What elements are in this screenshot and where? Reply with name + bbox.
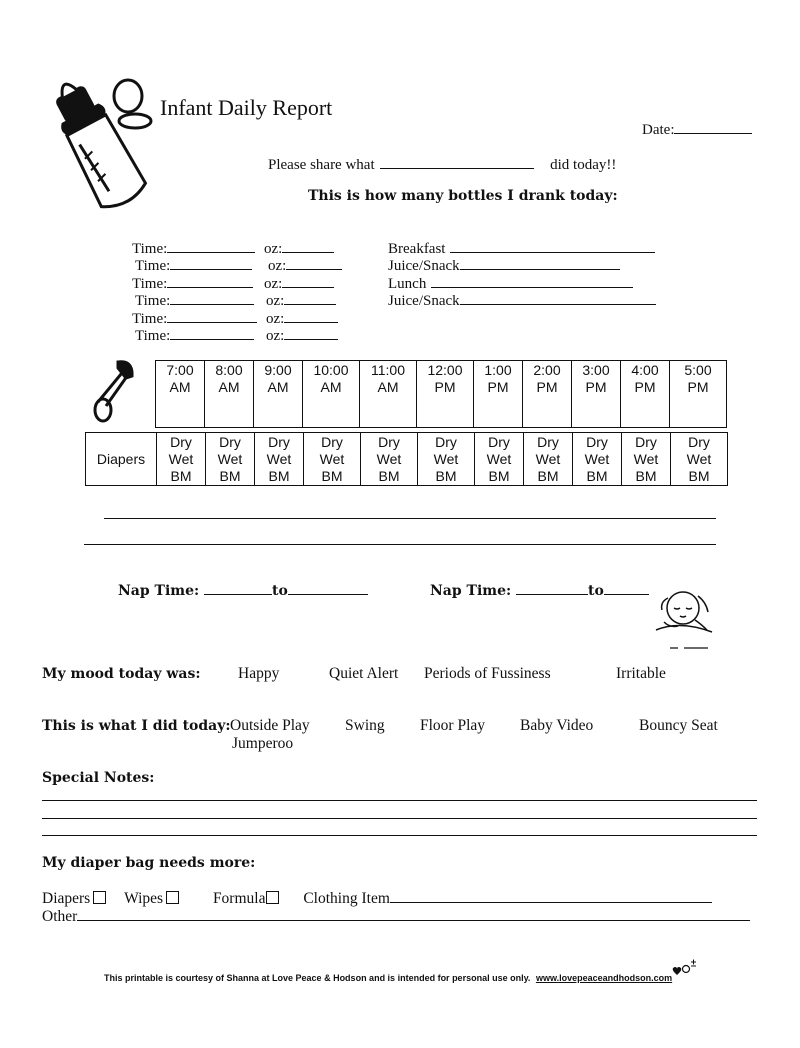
other-field[interactable] — [77, 906, 750, 921]
meal-list — [388, 240, 656, 310]
diaper-option[interactable]: Dry — [488, 433, 510, 450]
activity-option[interactable]: Outside Play — [230, 717, 310, 734]
nap-time-2 — [430, 580, 649, 599]
special-notes-line[interactable] — [42, 835, 757, 836]
meal-field[interactable] — [450, 240, 655, 253]
meal-field[interactable] — [460, 292, 656, 305]
special-notes-line[interactable] — [42, 800, 757, 801]
time-slot-period: PM — [536, 379, 558, 395]
activity-option[interactable]: Floor Play — [420, 717, 486, 734]
time-label: Time: — [135, 327, 171, 344]
time-label: Time: — [132, 241, 168, 257]
time-slot-cell — [360, 361, 417, 428]
diaper-option[interactable]: BM — [321, 467, 343, 484]
time-slot-cell — [670, 361, 727, 428]
nap-to-label: to — [272, 583, 288, 599]
diaper-option[interactable]: BM — [537, 467, 559, 484]
oz-field[interactable] — [284, 327, 338, 340]
diaper-cell[interactable] — [361, 433, 418, 486]
diaper-cell[interactable] — [304, 433, 361, 486]
mood-label: My mood today was: — [42, 666, 201, 682]
time-field[interactable] — [170, 327, 254, 340]
baby-bottle-icon — [40, 66, 155, 216]
bottles-heading: This is how many bottles I drank today: — [308, 188, 618, 204]
diaper-option[interactable]: Dry — [635, 433, 657, 450]
time-slot-time: 5:00 — [684, 362, 712, 378]
meal-label: Juice/Snack — [388, 293, 460, 310]
diaper-cell[interactable] — [524, 433, 573, 486]
nap-time-1 — [118, 580, 368, 599]
time-slot-period: PM — [585, 379, 607, 395]
meal-row — [388, 275, 656, 292]
time-slot-cell — [303, 361, 360, 428]
oz-label: oz: — [264, 275, 283, 292]
nap-end-field[interactable] — [288, 580, 368, 595]
diaper-cell[interactable] — [157, 433, 206, 486]
formula-checkbox[interactable] — [266, 891, 279, 904]
diaper-option[interactable]: BM — [586, 467, 608, 484]
time-field[interactable] — [167, 275, 253, 288]
time-slot-period: PM — [434, 379, 456, 395]
diaper-cell[interactable] — [622, 433, 671, 486]
time-slot-time: 7:00 — [166, 362, 194, 378]
nap-start-field[interactable] — [204, 580, 272, 595]
diaper-option[interactable]: Dry — [435, 433, 457, 450]
bottle-list — [132, 240, 287, 344]
diaper-option[interactable]: BM — [219, 467, 241, 484]
date-label: Date: — [642, 122, 675, 138]
time-slot-period: PM — [487, 379, 509, 395]
nap-label: Nap Time: — [118, 583, 200, 599]
diaper-option[interactable]: Wet — [486, 450, 512, 467]
bottle-row — [132, 327, 285, 344]
meal-label: Juice/Snack — [388, 258, 460, 275]
diaper-option[interactable]: Dry — [537, 433, 559, 450]
bottle-row — [132, 292, 285, 310]
oz-label: oz: — [264, 241, 283, 257]
diaper-cell[interactable] — [671, 433, 728, 486]
diaper-option[interactable]: Wet — [319, 450, 345, 467]
activity-option[interactable]: Jumperoo — [232, 735, 294, 752]
diaper-option[interactable]: BM — [435, 467, 457, 484]
mood-option[interactable]: Happy — [238, 665, 280, 682]
schedule-time-table — [155, 360, 727, 428]
time-slot-time: 9:00 — [264, 362, 292, 378]
oz-field[interactable] — [286, 257, 342, 270]
meal-row — [388, 257, 656, 274]
diaper-option[interactable]: Dry — [170, 433, 192, 450]
diaper-option[interactable]: Dry — [219, 433, 241, 450]
activity-option[interactable]: Baby Video — [520, 717, 594, 734]
share-suffix: did today!! — [550, 157, 617, 173]
footer-text: This printable is courtesy of Shanna at Love Peace & Hodson and is intended for personal use only. — [104, 973, 531, 983]
diaper-option[interactable]: Wet — [217, 450, 243, 467]
time-slot-period: AM — [218, 379, 240, 395]
diaper-option[interactable]: Wet — [376, 450, 402, 467]
oz-label: oz: — [268, 258, 287, 275]
time-slot-cell — [523, 361, 572, 428]
child-name-field[interactable] — [380, 154, 534, 169]
activity-option[interactable]: Bouncy Seat — [639, 717, 718, 734]
footer — [104, 973, 672, 983]
meal-row — [388, 240, 656, 257]
time-slot-period: AM — [267, 379, 289, 395]
item-label: Diapers — [42, 890, 91, 907]
other-label: Other — [42, 908, 78, 925]
diaper-bag-item — [124, 890, 179, 907]
diaper-option[interactable]: Wet — [266, 450, 292, 467]
meal-label: Breakfast — [388, 241, 446, 257]
diaper-option[interactable]: BM — [170, 467, 192, 484]
footer-link[interactable]: www.lovepeaceandhodson.com — [535, 973, 673, 983]
clothing-item-label: Clothing Item — [303, 890, 390, 907]
mood-option[interactable]: Periods of Fussiness — [424, 665, 551, 682]
diaper-option[interactable]: BM — [378, 467, 400, 484]
diapers-label: Diapers — [86, 433, 157, 486]
time-label: Time: — [135, 258, 171, 275]
diaper-bag-item — [213, 890, 280, 907]
notes-line[interactable] — [84, 544, 716, 545]
time-slot-cell — [254, 361, 303, 428]
time-slot-cell — [156, 361, 205, 428]
time-slot-period: PM — [634, 379, 656, 395]
time-field[interactable] — [167, 310, 257, 323]
time-label: Time: — [132, 275, 168, 292]
time-field[interactable] — [170, 257, 252, 270]
diaper-option[interactable]: Wet — [633, 450, 659, 467]
oz-field[interactable] — [284, 292, 336, 305]
time-slot-cell — [621, 361, 670, 428]
time-label: Time: — [135, 293, 171, 310]
meal-row — [388, 292, 656, 309]
time-field[interactable] — [170, 292, 254, 305]
date-field[interactable] — [674, 119, 752, 134]
diaper-cell[interactable] — [255, 433, 304, 486]
diaper-option[interactable]: Dry — [688, 433, 710, 450]
wipes-checkbox[interactable] — [166, 891, 179, 904]
time-slot-cell — [572, 361, 621, 428]
special-notes-line[interactable] — [42, 818, 757, 819]
sleeping-baby-icon — [650, 582, 720, 650]
bottle-row — [132, 275, 283, 292]
nap-to-label: to — [588, 583, 604, 599]
diaper-option[interactable]: BM — [268, 467, 290, 484]
diaper-table — [85, 432, 728, 486]
meal-label: Lunch — [388, 275, 427, 292]
diapers-checkbox[interactable] — [93, 891, 106, 904]
time-slot-period: AM — [169, 379, 191, 395]
diaper-cell[interactable] — [206, 433, 255, 486]
diaper-bag-items — [42, 888, 712, 908]
diaper-option[interactable]: BM — [688, 467, 710, 484]
diaper-cell[interactable] — [573, 433, 622, 486]
diaper-option[interactable]: Wet — [168, 450, 194, 467]
oz-field[interactable] — [282, 275, 334, 288]
diaper-option[interactable]: Wet — [535, 450, 561, 467]
mood-option[interactable]: Irritable — [616, 665, 666, 682]
time-slot-cell — [417, 361, 474, 428]
oz-field[interactable] — [282, 240, 334, 253]
nap-label: Nap Time: — [430, 583, 512, 599]
time-slot-time: 8:00 — [215, 362, 243, 378]
diaper-bag-label: My diaper bag needs more: — [42, 855, 256, 871]
diaper-option[interactable]: Dry — [378, 433, 400, 450]
time-slot-period: PM — [687, 379, 709, 395]
activities-label: This is what I did today: — [42, 718, 231, 734]
bottle-row — [132, 257, 287, 275]
diaper-option[interactable]: BM — [635, 467, 657, 484]
time-label: Time: — [132, 310, 168, 327]
heart-peace-icon — [670, 958, 698, 980]
clothing-item-field[interactable] — [390, 888, 712, 903]
time-slot-time: 1:00 — [484, 362, 512, 378]
time-field[interactable] — [167, 240, 255, 253]
oz-label: oz: — [266, 310, 285, 327]
item-label: Formula — [212, 890, 266, 907]
page-title: Infant Daily Report — [160, 95, 333, 120]
time-slot-time: 2:00 — [533, 362, 561, 378]
diaper-option[interactable]: Wet — [584, 450, 610, 467]
time-slot-time: 11:00 — [371, 362, 405, 378]
item-label: Wipes — [124, 890, 164, 907]
bottle-row — [132, 310, 285, 327]
diaper-option[interactable]: Wet — [686, 450, 712, 467]
share-prefix: Please share what — [268, 157, 375, 173]
diaper-bag-item — [42, 890, 106, 907]
time-slot-time: 12:00 — [427, 362, 463, 378]
meal-field[interactable] — [460, 257, 620, 270]
diaper-option[interactable]: Dry — [321, 433, 343, 450]
diaper-cell[interactable] — [475, 433, 524, 486]
special-notes-label: Special Notes: — [42, 770, 155, 786]
time-slot-cell — [474, 361, 523, 428]
meal-field[interactable] — [431, 275, 633, 288]
diaper-option[interactable]: Dry — [586, 433, 608, 450]
bottle-row — [132, 240, 283, 257]
diaper-cell[interactable] — [418, 433, 475, 486]
time-slot-period: AM — [377, 379, 399, 395]
oz-field[interactable] — [284, 310, 338, 323]
time-slot-cell — [205, 361, 254, 428]
diaper-option[interactable]: Wet — [433, 450, 459, 467]
nap-start-field[interactable] — [516, 580, 588, 595]
safety-pin-icon — [88, 358, 138, 426]
notes-line[interactable] — [104, 518, 716, 519]
nap-end-field[interactable] — [604, 580, 649, 595]
activity-option[interactable]: Swing — [345, 717, 385, 734]
oz-label: oz: — [266, 293, 285, 310]
time-slot-period: AM — [320, 379, 342, 395]
diaper-option[interactable]: BM — [488, 467, 510, 484]
diaper-option[interactable]: Dry — [268, 433, 290, 450]
time-slot-time: 10:00 — [313, 362, 349, 378]
oz-label: oz: — [266, 327, 285, 344]
time-slot-time: 4:00 — [631, 362, 659, 378]
time-slot-time: 3:00 — [582, 362, 610, 378]
mood-option[interactable]: Quiet Alert — [329, 665, 399, 682]
